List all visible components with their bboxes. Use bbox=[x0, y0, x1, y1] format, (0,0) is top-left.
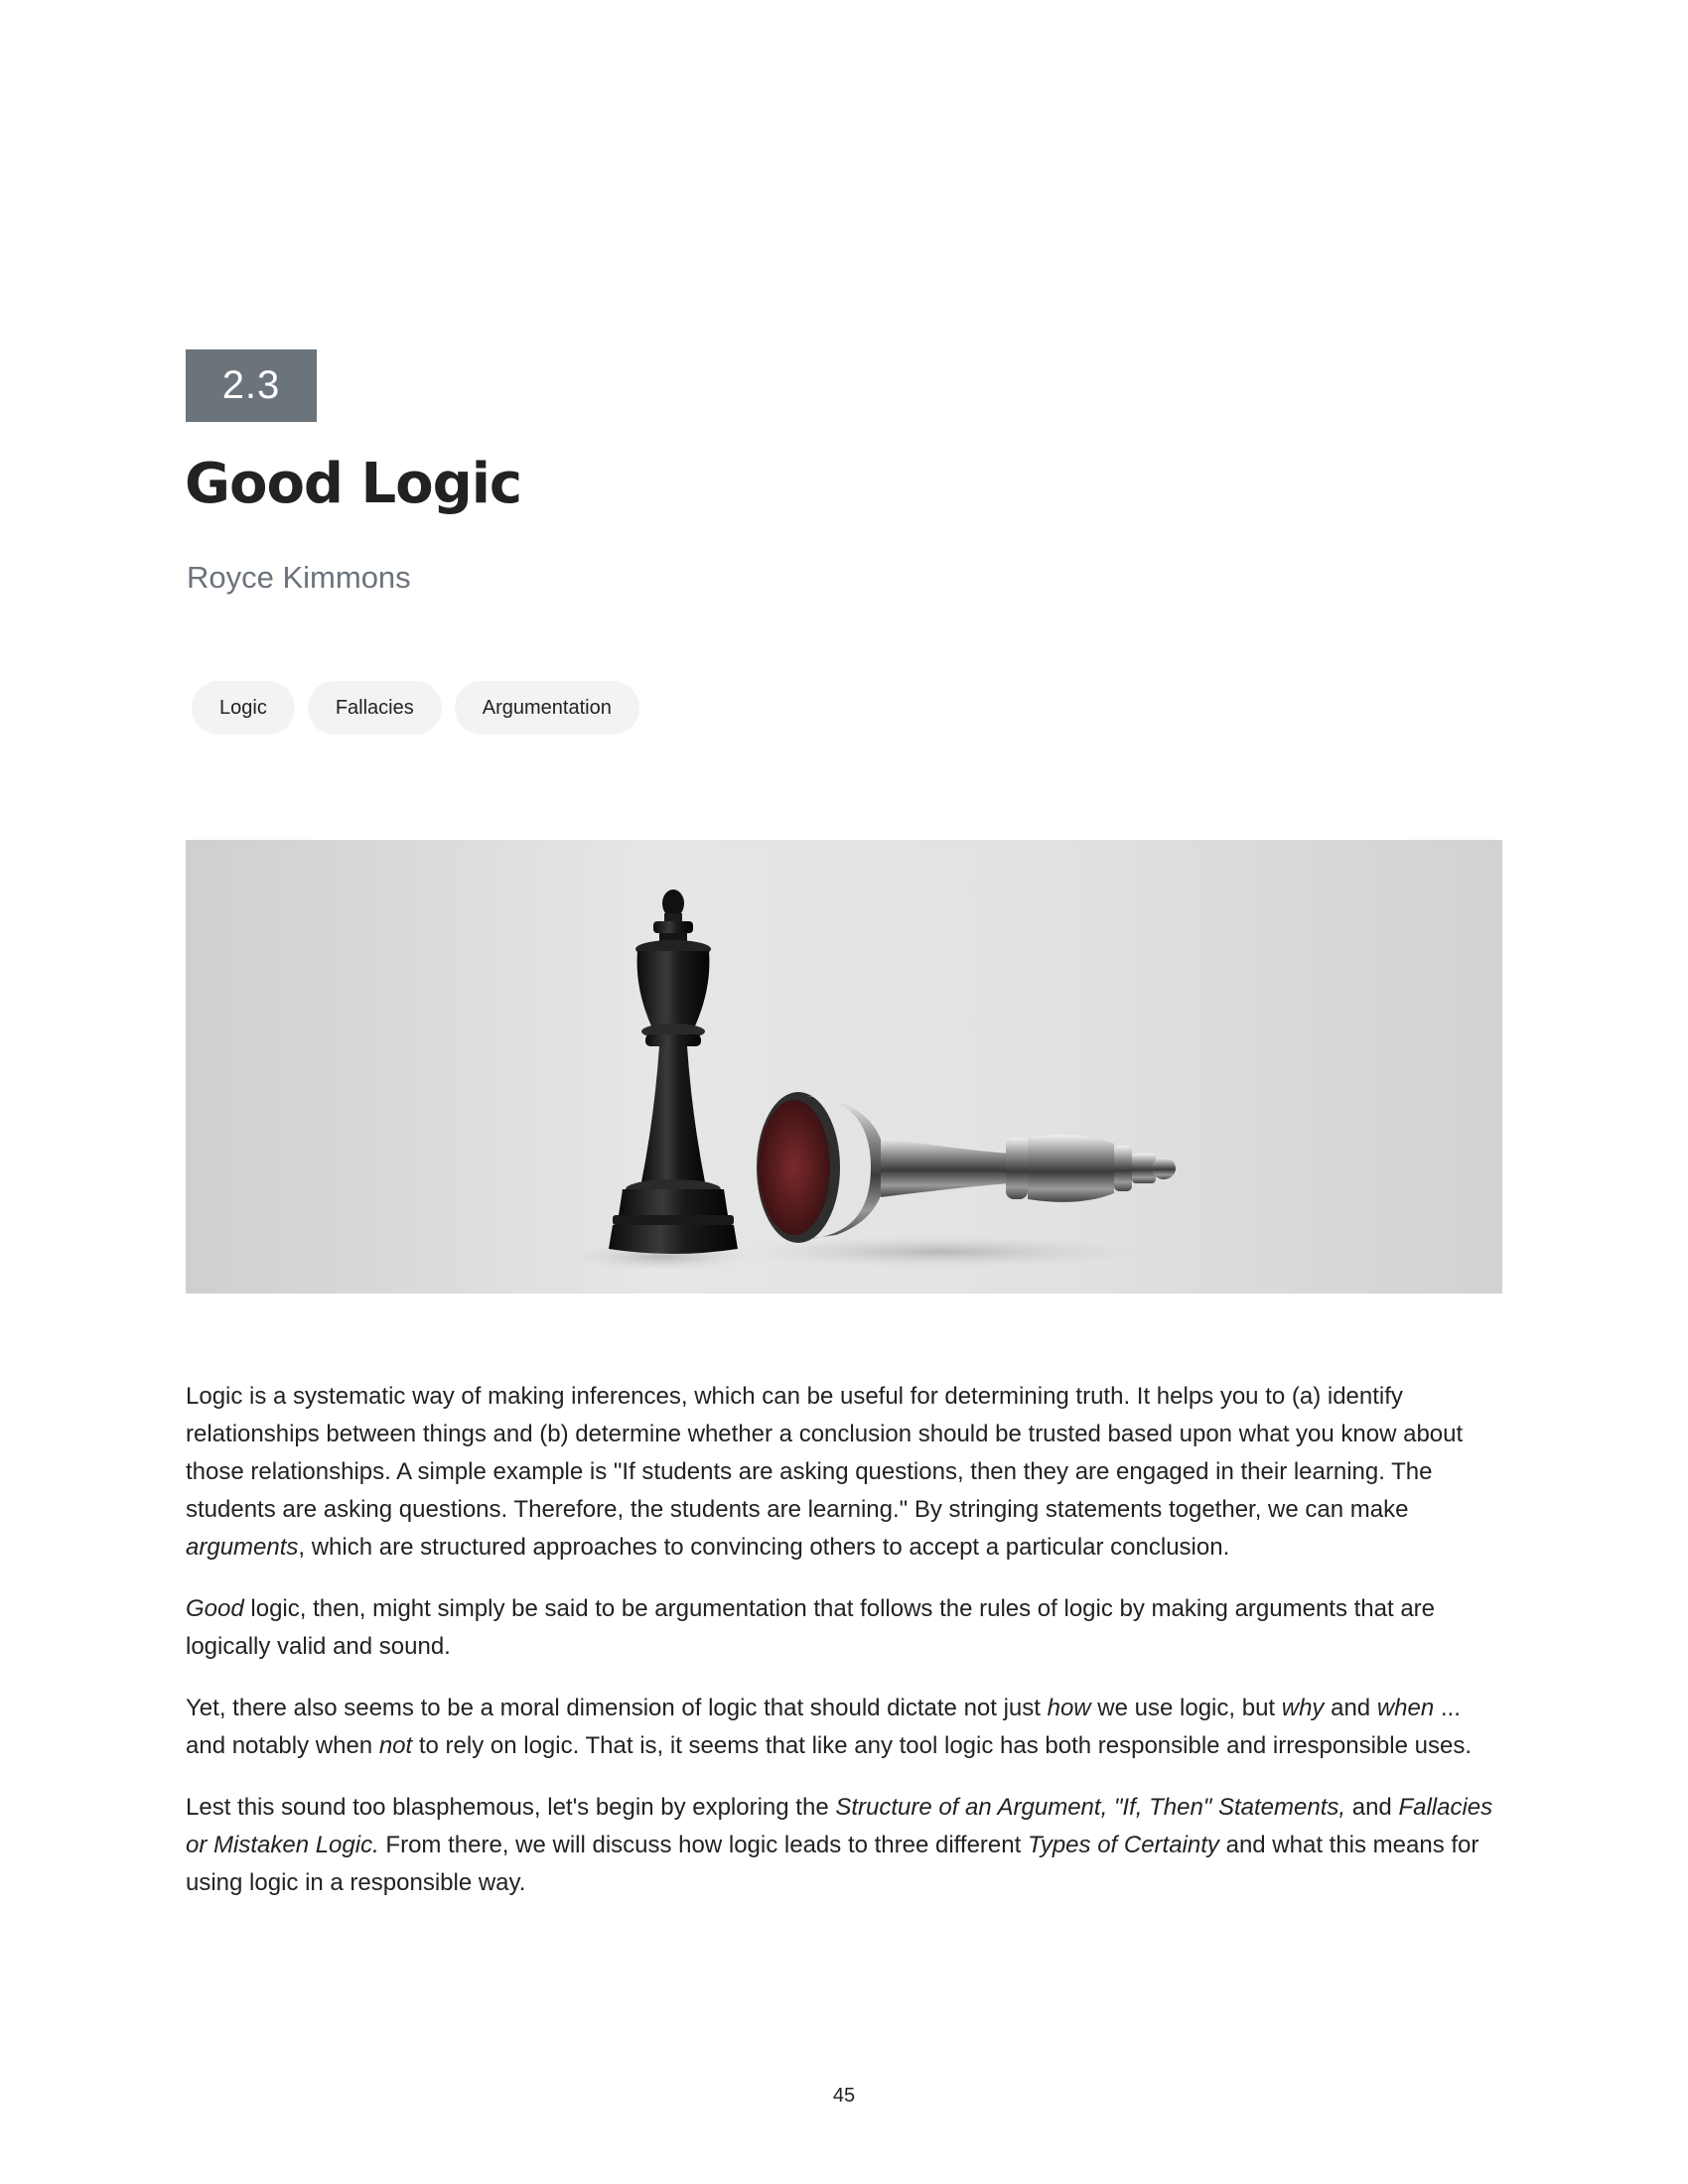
paragraph-3-emphasis-when: when bbox=[1376, 1695, 1435, 1721]
tag-logic[interactable]: Logic bbox=[192, 681, 295, 735]
chapter-number-badge: 2.3 bbox=[186, 349, 317, 422]
paragraph-4-emphasis-certainty: Types of Certainty bbox=[1027, 1832, 1219, 1858]
paragraph-4-text-d: and what this means for using logic in a responsible way. bbox=[186, 1832, 1479, 1896]
paragraph-3-emphasis-how: how bbox=[1047, 1695, 1091, 1721]
paragraph-1-emphasis: arguments bbox=[186, 1534, 299, 1561]
paragraph-3-text-c: and bbox=[1324, 1695, 1377, 1721]
author-name: Royce Kimmons bbox=[187, 560, 411, 595]
paragraph-4-text-b: and bbox=[1345, 1794, 1399, 1821]
paragraph-4-emphasis-structure: Structure of an Argument, "If, Then" Statements, bbox=[835, 1794, 1346, 1821]
paragraph-3-text-a: Yet, there also seems to be a moral dimension of logic that should dictate not just bbox=[186, 1695, 1048, 1721]
paragraph-2-text: logic, then, might simply be said to be argumentation that follows the rules of logic by making arguments that are logically valid and sound. bbox=[186, 1595, 1436, 1660]
paragraph-3-emphasis-not: not bbox=[378, 1732, 413, 1759]
body-text bbox=[186, 1378, 1506, 1926]
paragraph-1-text-a: Logic is a systematic way of making inferences, which can be useful for determining truth. It helps you to (a) identify relationships between things and (b) determine whether a conclusion should be trusted based upon what you know about those relationships. A simple example is "If students are asking questions, then they are engaged in their learning. The students are asking questions. Therefore, the students are learning." By stringing statements together, we can make bbox=[186, 1383, 1464, 1523]
page-title: Good Logic bbox=[185, 452, 522, 516]
paragraph-3 bbox=[186, 1690, 1506, 1765]
paragraph-4-text-a: Lest this sound too blasphemous, let's begin by exploring the bbox=[186, 1794, 836, 1821]
paragraph-1-text-b: , which are structured approaches to convincing others to accept a particular conclusion. bbox=[298, 1534, 1230, 1561]
paragraph-1 bbox=[186, 1378, 1506, 1567]
tag-argumentation[interactable]: Argumentation bbox=[455, 681, 639, 735]
tag-list bbox=[192, 681, 639, 735]
paragraph-3-text-e: to rely on logic. That is, it seems that like any tool logic has both responsible and irresponsible uses. bbox=[412, 1732, 1472, 1759]
paragraph-4-text-c: From there, we will discuss how logic leads to three different bbox=[378, 1832, 1028, 1858]
chess-pieces-photo bbox=[186, 840, 1502, 1294]
paragraph-3-text-d: ... and notably when bbox=[186, 1695, 1461, 1759]
page-number: 45 bbox=[832, 2085, 856, 2107]
photo-background bbox=[186, 840, 1502, 1294]
paragraph-4 bbox=[186, 1789, 1506, 1902]
paragraph-4-emphasis-fallacies: Fallacies or Mistaken Logic. bbox=[186, 1794, 1493, 1858]
tag-fallacies[interactable]: Fallacies bbox=[308, 681, 442, 735]
paragraph-3-text-b: we use logic, but bbox=[1090, 1695, 1282, 1721]
paragraph-2-emphasis: Good bbox=[186, 1595, 244, 1622]
paragraph-2 bbox=[186, 1590, 1506, 1666]
paragraph-3-emphasis-why: why bbox=[1281, 1695, 1325, 1721]
